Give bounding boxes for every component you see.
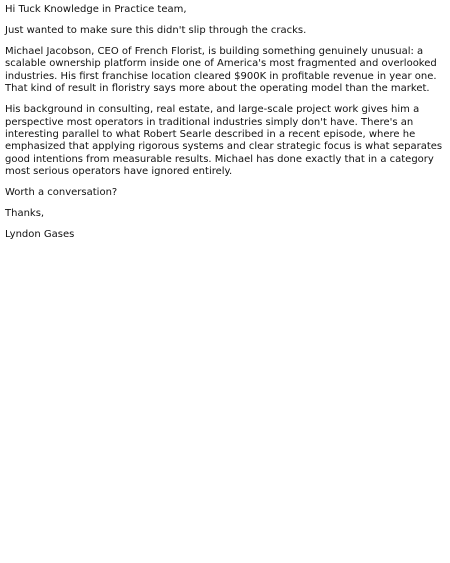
email-greeting: Hi Tuck Knowledge in Practice team,: [5, 4, 187, 15]
email-signature: Lyndon Gases: [5, 229, 75, 241]
email-paragraph-intro: Michael Jacobson, CEO of French Florist, is building something genuinely unusual: a scalable ownership platform inside one of America's most fragmented and overlooked industries. His first franchise location cleared $900K in profitable revenue in year one. That kind of result in floristry says more about the operating model than the market.: [5, 46, 437, 95]
email-paragraph-background: His background in consulting, real estate, and large-scale project work gives him a perspective most operators in traditional industries simply don't have. There's an interesting parallel to what Robert Searle described in a recent episode, where he emphasized that applying rigorous systems and clear strategic focus is what separates good intentions from measurable results. Michael has done exactly that in a category most serious operators have ignored entirely.: [5, 104, 443, 178]
email-signoff: Thanks,: [5, 208, 45, 220]
email-paragraph-followup: Just wanted to make sure this didn't slip through the cracks.: [5, 25, 307, 36]
email-body: [0, 0, 450, 242]
email-paragraph-ask: Worth a conversation?: [5, 187, 118, 199]
